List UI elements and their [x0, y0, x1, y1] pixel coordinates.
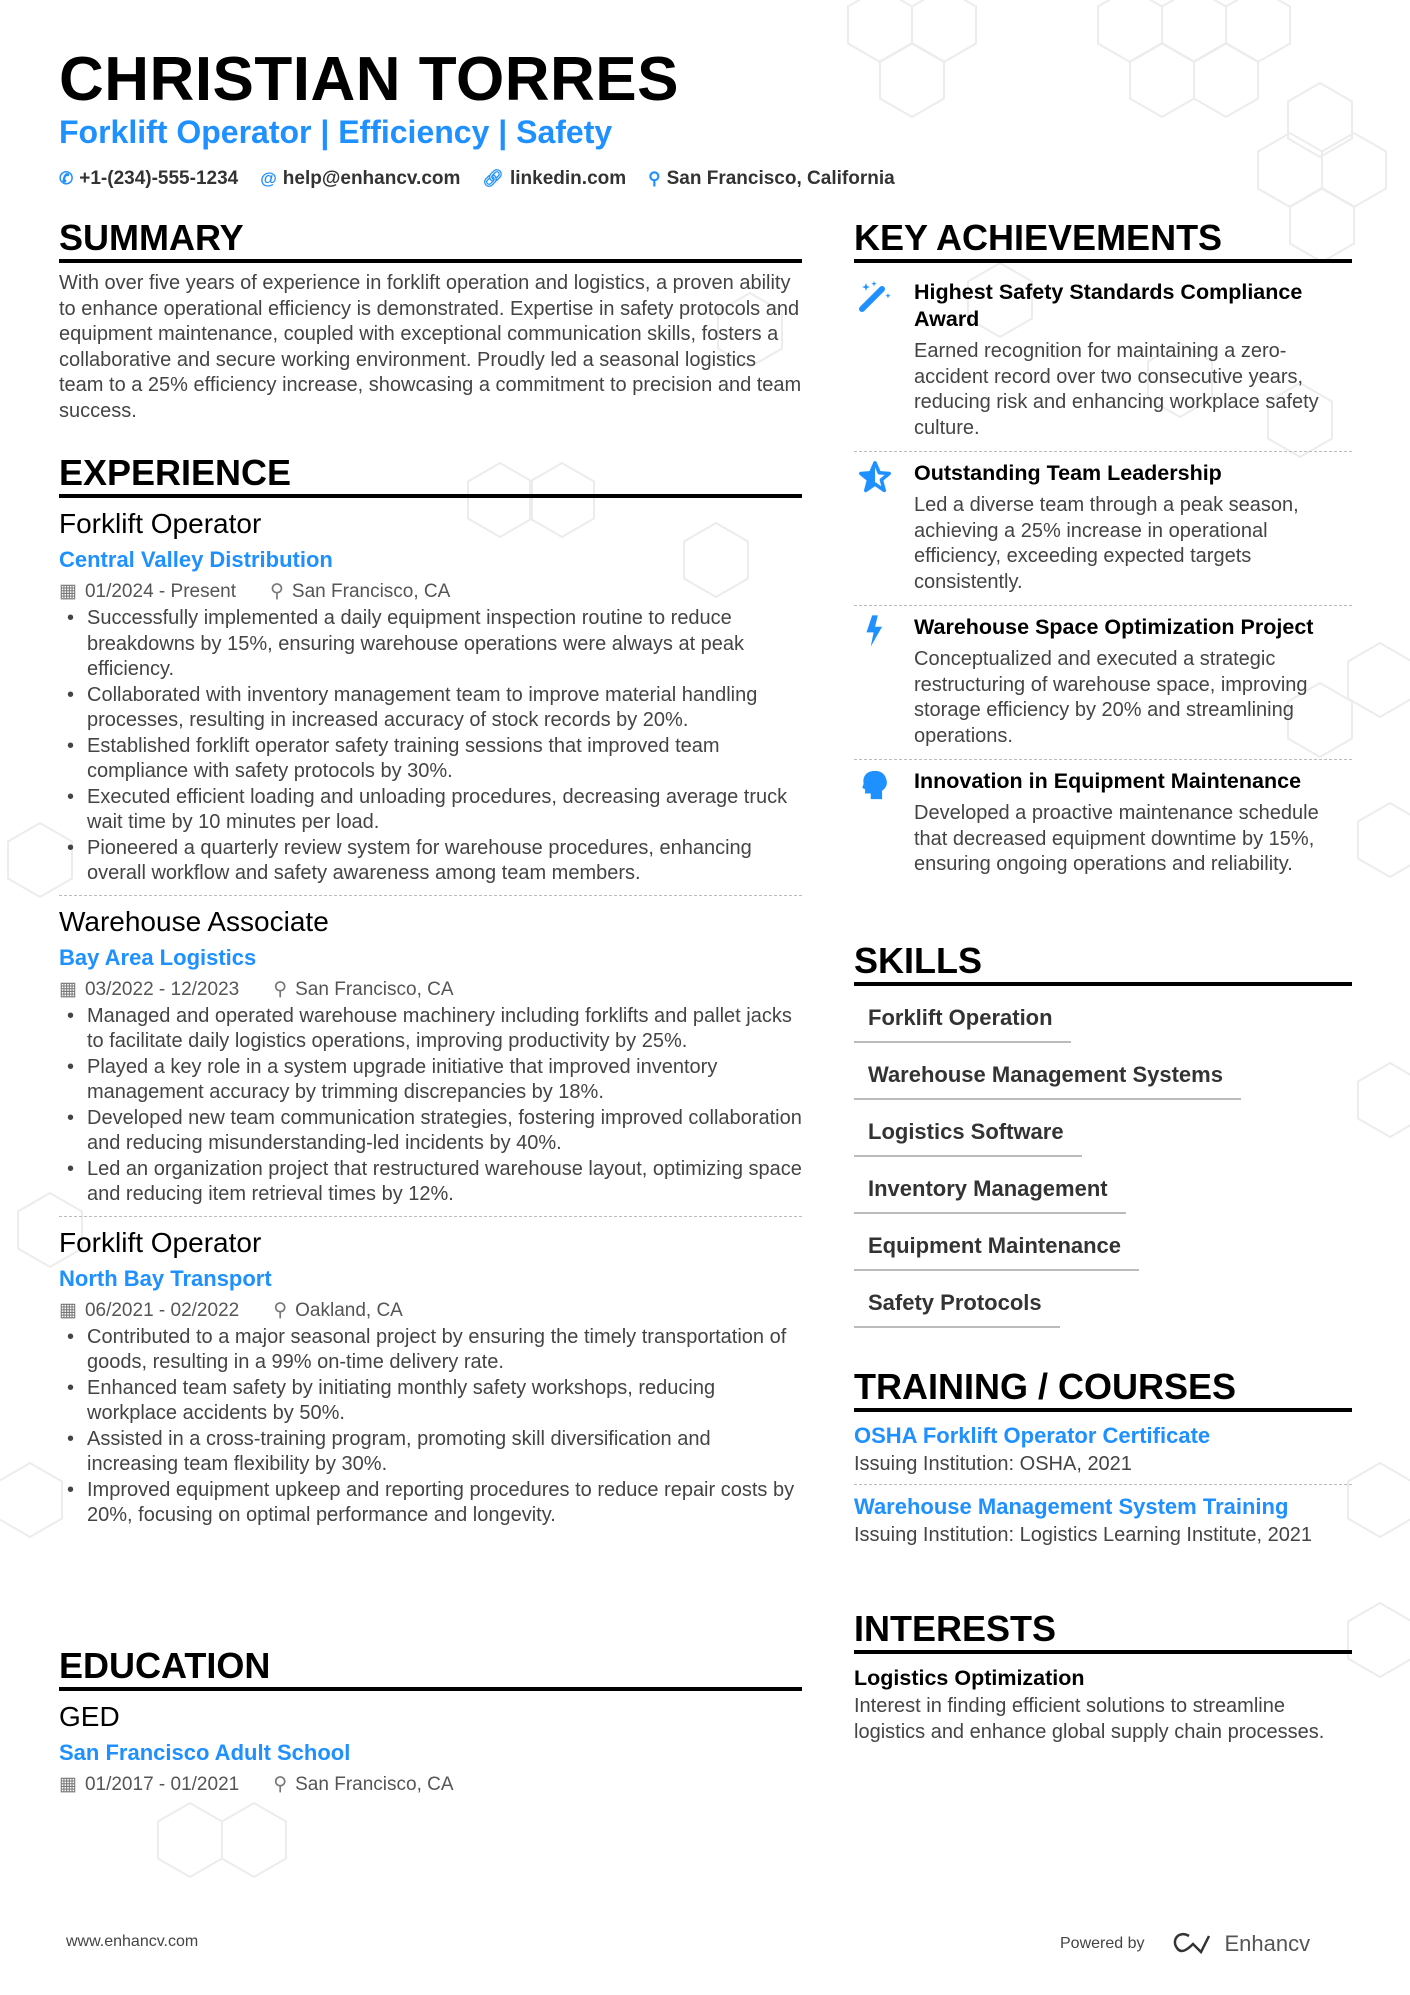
phone-icon: ✆ — [59, 169, 74, 188]
achievement-title: Highest Safety Standards Compliance Award — [914, 280, 1303, 331]
hexagon-shape — [0, 1463, 62, 1537]
training-institution: Issuing Institution: Logistics Learning Institute, 2021 — [854, 1523, 1313, 1546]
skill-tag: Logistics Software — [854, 1119, 1082, 1157]
job-meta: ▦ 01/2024 - Present ⚲ San Francisco, CA — [59, 581, 451, 602]
hexagon-shape — [222, 1803, 286, 1877]
achievement-item — [854, 760, 1352, 888]
section-title: EDUCATION — [59, 1645, 802, 1691]
hexagon-shape — [1288, 83, 1352, 157]
skill-tag: Safety Protocols — [854, 1290, 1060, 1328]
company-name: Central Valley Distribution — [59, 547, 333, 572]
lightning-icon — [854, 614, 914, 749]
school: San Francisco Adult School — [59, 1740, 351, 1765]
training-title: Warehouse Management System Training — [854, 1493, 1289, 1519]
job-entry — [59, 506, 802, 896]
hexagon-shape — [1348, 1463, 1410, 1537]
skills-section — [854, 940, 1352, 1328]
bullet: • Successfully implemented a daily equipment inspection routine to reduce breakdowns by 15%, ensuring warehouse operations were always at peak efficiency. — [59, 606, 802, 683]
training-item — [854, 1420, 1352, 1485]
calendar-icon: ▦ — [59, 978, 77, 1000]
hexagon-shape — [1348, 643, 1410, 717]
section-title: EXPERIENCE — [59, 452, 802, 498]
section-title: SKILLS — [854, 940, 1352, 986]
hexagon-shape — [848, 0, 912, 62]
hexagon-shape — [1226, 0, 1290, 62]
training-institution: Issuing Institution: OSHA, 2021 — [854, 1453, 1132, 1475]
footer-branding: Powered by Enhancv — [1060, 1931, 1311, 1956]
location-icon: ⚲ — [273, 1299, 288, 1321]
company-name: Bay Area Logistics — [59, 944, 257, 970]
section-title: TRAINING / COURSES — [854, 1366, 1352, 1412]
achievement-text: Earned recognition for maintaining a zero-accident record over two consecutive years, reducing risk and enhancing workplace safety culture. — [914, 340, 1319, 439]
enhancv-logo-icon — [1171, 1932, 1217, 1956]
contact-location: ⚲ San Francisco, California — [648, 168, 895, 189]
skill-tag: Warehouse Management Systems — [854, 1062, 1241, 1100]
contact-info — [59, 168, 895, 190]
skill-tag: Forklift Operation — [854, 1005, 1071, 1043]
bullet: • Played a key role in a system upgrade initiative that improved inventory management accuracy by trimming discrepancies by 18%. — [59, 1055, 802, 1106]
achievements-section — [854, 217, 1352, 888]
hexagon-shape — [158, 1803, 222, 1877]
link-icon: 🔗︎ — [482, 169, 504, 188]
candidate-subtitle: Forklift Operator | Efficiency | Safety — [59, 114, 613, 150]
achievement-item — [854, 606, 1352, 760]
bullet: • Pioneered a quarterly review system for warehouse procedures, enhancing overall workflow and safety awareness among team members. — [59, 836, 802, 887]
achievement-text: Led a diverse team through a peak season, achieving a 25% increase in operational efficiency, exceeding expected targets consistently. — [914, 494, 1299, 593]
job-bullets — [59, 606, 802, 887]
job-entry — [59, 904, 802, 1217]
education-meta: ▦ 01/2017 - 01/2021 ⚲ San Francisco, CA — [59, 1774, 454, 1795]
hexagon-shape — [880, 43, 944, 117]
achievement-title: Innovation in Equipment Maintenance — [914, 769, 1302, 793]
head-brain-icon — [854, 768, 914, 878]
candidate-name: CHRISTIAN TORRES — [59, 45, 680, 114]
skill-tag: Inventory Management — [854, 1176, 1126, 1214]
location-icon: ⚲ — [648, 169, 661, 188]
achievement-text: Conceptualized and executed a strategic restructuring of warehouse space, improving storage efficiency by 20% and streamlining operations. — [914, 648, 1308, 747]
section-title: INTERESTS — [854, 1608, 1352, 1654]
job-bullets — [59, 1004, 802, 1208]
bullet: • Enhanced team safety by initiating monthly safety workshops, reducing workplace accidents by 50%. — [59, 1376, 802, 1427]
job-entry — [59, 1225, 802, 1537]
training-section — [854, 1366, 1352, 1560]
hexagon-shape — [1322, 133, 1386, 207]
company-name: North Bay Transport — [59, 1265, 272, 1291]
hexagon-shape — [1098, 0, 1162, 62]
section-title: SUMMARY — [59, 217, 802, 263]
interest-text: Interest in finding efficient solutions to streamline logistics and enhance global supply chain processes. — [854, 1695, 1325, 1743]
location-icon: ⚲ — [273, 978, 288, 1000]
contact-linkedin[interactable]: 🔗︎ linkedin.com — [482, 168, 627, 189]
job-title: Forklift Operator — [59, 1226, 262, 1258]
hexagon-shape — [1258, 133, 1322, 207]
hexagon-shape — [1130, 43, 1194, 117]
calendar-icon: ▦ — [59, 1774, 77, 1795]
training-title: OSHA Forklift Operator Certificate — [854, 1423, 1211, 1448]
interest-title: Logistics Optimization — [854, 1666, 1085, 1690]
hexagon-shape — [912, 0, 976, 62]
hexagon-shape — [1358, 1063, 1410, 1137]
bullet: • Collaborated with inventory management team to improve material handling processes, resulting in increased accuracy of stock records by 20%. — [59, 683, 802, 734]
achievement-text: Developed a proactive maintenance schedule that decreased equipment downtime by 15%, ensuring ongoing operations and reliability. — [914, 802, 1319, 875]
education-section — [59, 1645, 802, 1799]
calendar-icon: ▦ — [59, 1299, 77, 1321]
hexagon-shape — [1162, 0, 1226, 62]
contact-email[interactable]: @ help@enhancv.com — [260, 168, 461, 189]
job-meta: ▦ 06/2021 - 02/2022 ⚲ Oakland, CA — [59, 1299, 403, 1321]
job-title: Warehouse Associate — [59, 905, 329, 937]
summary-section — [59, 217, 802, 424]
bullet: • Assisted in a cross-training program, promoting skill diversification and increasing team flexibility by 30%. — [59, 1427, 802, 1478]
star-icon — [854, 460, 914, 595]
interests-section — [854, 1608, 1352, 1745]
at-icon: @ — [260, 169, 277, 188]
achievement-item — [854, 271, 1352, 452]
footer-website[interactable]: www.enhancv.com — [66, 1933, 199, 1950]
hexagon-shape — [1358, 803, 1410, 877]
bullet: • Managed and operated warehouse machinery including forklifts and pallet jacks to facilitate daily logistics operations, improving productivity by 25%. — [59, 1004, 802, 1055]
bullet: • Led an organization project that restructured warehouse layout, optimizing space and reducing item retrieval times by 12%. — [59, 1157, 802, 1208]
achievement-title: Warehouse Space Optimization Project — [914, 615, 1314, 639]
job-meta: ▦ 03/2022 - 12/2023 ⚲ San Francisco, CA — [59, 978, 454, 1000]
hexagon-shape — [1194, 43, 1258, 117]
achievement-title: Outstanding Team Leadership — [914, 461, 1222, 485]
calendar-icon: ▦ — [59, 581, 77, 602]
job-title: Forklift Operator — [59, 508, 262, 539]
job-bullets — [59, 1325, 802, 1529]
experience-section — [59, 452, 802, 1545]
bullet: • Established forklift operator safety training sessions that improved team compliance with safety protocols by 30%. — [59, 734, 802, 785]
bullet: • Contributed to a major seasonal project by ensuring the timely transportation of goods, resulting in a 99% on-time delivery rate. — [59, 1325, 802, 1376]
location-icon: ⚲ — [273, 1774, 288, 1795]
magic-wand-icon — [854, 279, 914, 441]
bullet: • Executed efficient loading and unloading procedures, decreasing average truck wait time by 10 minutes per load. — [59, 785, 802, 836]
location-icon: ⚲ — [270, 581, 284, 602]
bullet: • Improved equipment upkeep and reporting procedures to reduce repair costs by 20%, focusing on optimal performance and longevity. — [59, 1478, 802, 1529]
skill-tag: Equipment Maintenance — [854, 1233, 1139, 1271]
hexagon-shape — [1348, 1603, 1410, 1677]
section-title: KEY ACHIEVEMENTS — [854, 217, 1352, 263]
contact-phone[interactable]: ✆ +1-(234)-555-1234 — [59, 168, 239, 189]
bullet: • Developed new team communication strategies, fostering improved collaboration and reducing misunderstanding-led incidents by 40%. — [59, 1106, 802, 1157]
training-item — [854, 1491, 1352, 1555]
degree: GED — [59, 1701, 120, 1732]
achievement-item — [854, 452, 1352, 606]
summary-text: With over five years of experience in forklift operation and logistics, a proven ability to enhance operational efficiency is demonstrated. Expertise in safety protocols and equipment maintenance, coupled with exceptional communication skills, fosters a collaborative and secure working environment. Proudly led a seasonal logistics team to a 25% efficiency increase, showcasing a commitment to precision and team success. — [59, 272, 802, 422]
